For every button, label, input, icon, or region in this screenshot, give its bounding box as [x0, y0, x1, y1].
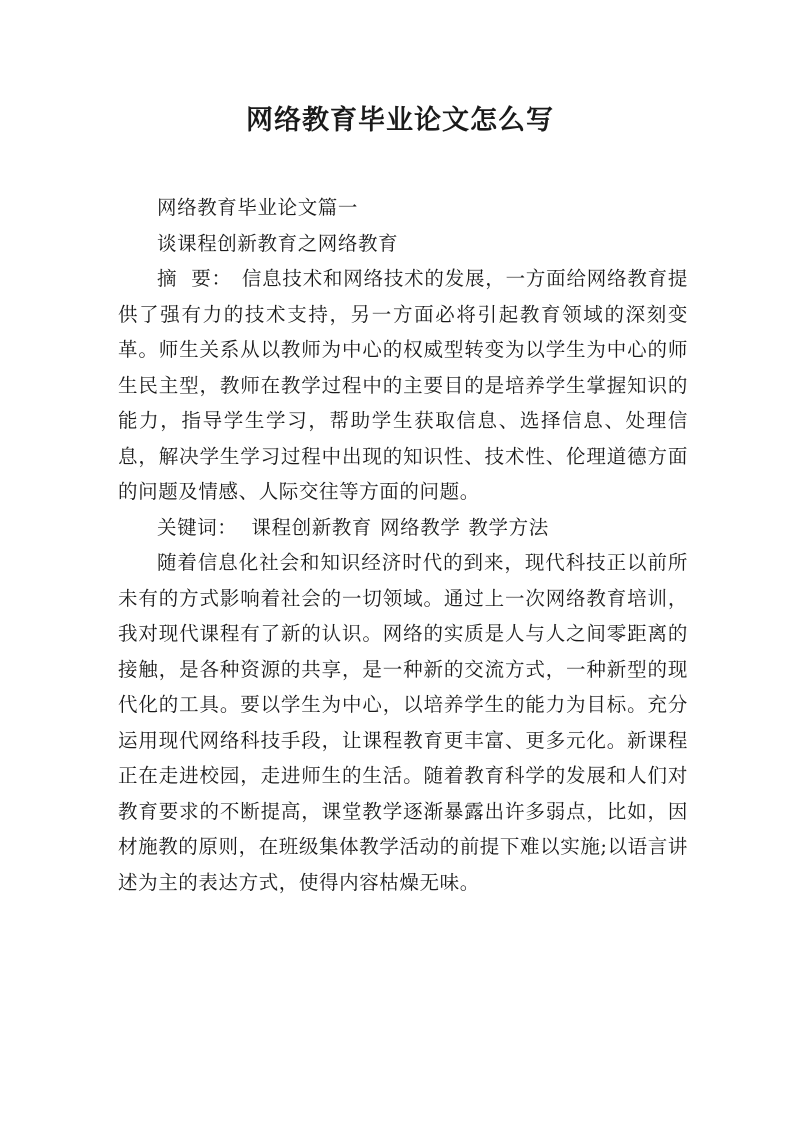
section-heading: 网络教育毕业论文篇一 [157, 196, 359, 219]
document-body [118, 190, 688, 900]
keywords-label: 关键词： [157, 515, 238, 539]
abstract-label: 摘 要： [157, 267, 232, 290]
keyword-item: 网络教学 [380, 515, 461, 539]
article-title: 谈课程创新教育之网络教育 [157, 231, 399, 255]
body-paragraph: 随着信息化社会和知识经济时代的到来，现代科技正以前所未有的方式影响着社会的一切领域。通过上一次网络教育培训，我对现代课程有了新的认识。网络的实质是人与人之间零距离的接触，是各种资源的共享，是一种新的交流方式，一种新型的现代化的工具。要以学生为中心，以培养学生的能力为目标。充分运用现代网络科技手段，让课程教育更丰富、更多元化。新课程正在走进校园，走进师生的生活。随着教育科学的发展和人们对教育要求的不断提高，课堂教学逐渐暴露出许多弱点，比如，因材施教的原则，在班级集体教学活动的前提下难以实施;以语言讲述为主的表达方式，使得内容枯燥无味。 [118, 551, 688, 894]
abstract-paragraph [118, 261, 688, 510]
abstract-text: 信息技术和网络技术的发展，一方面给网络教育提供了强有力的技术支持，另一方面必将引起教育领域的深刻变革。师生关系从以教师为中心的权威型转变为以学生为中心的师生民主型，教师在教学过程中的主要目的是培养学生掌握知识的能力，指导学生学习，帮助学生获取信息、选择信息、处理信息，解决学生学习过程中出现的知识性、技术性、伦理道德方面的问题及情感、人际交往等方面的问题。 [118, 267, 688, 503]
keywords-paragraph [118, 510, 688, 546]
document-title: 网络教育毕业论文怎么写 [246, 105, 554, 136]
keyword-item: 课程创新教育 [251, 515, 373, 539]
keyword-item: 教学方法 [468, 515, 549, 539]
